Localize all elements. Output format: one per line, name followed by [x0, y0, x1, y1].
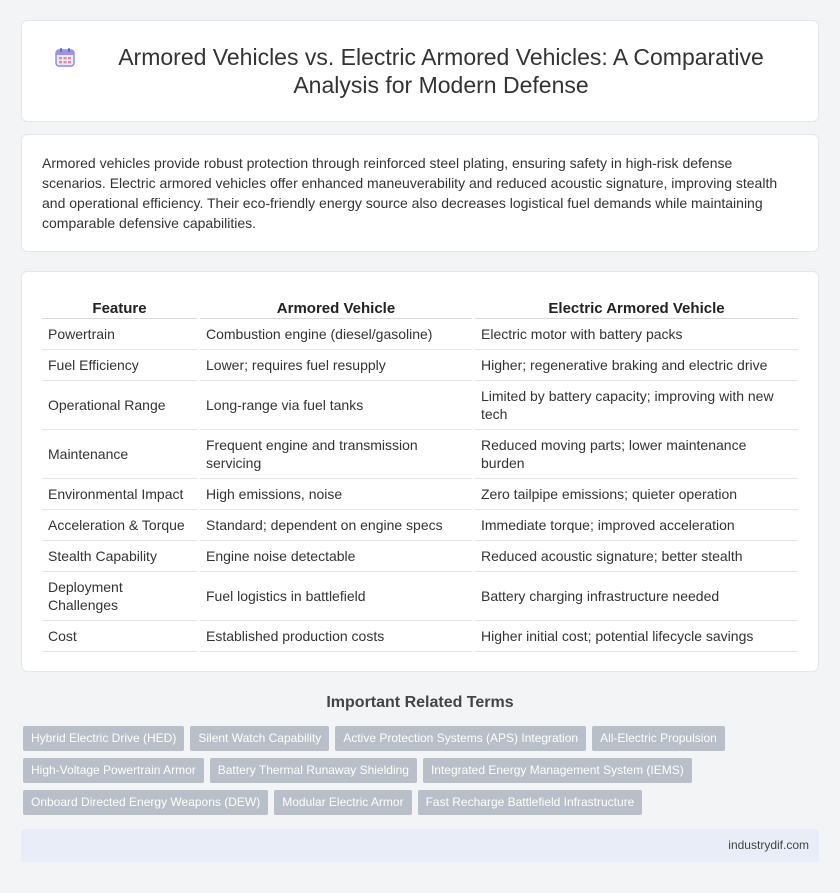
table-cell: Standard; dependent on engine specs: [200, 510, 472, 541]
table-cell: Established production costs: [200, 621, 472, 652]
table-cell: Deployment Challenges: [42, 572, 197, 621]
related-term-tag[interactable]: Hybrid Electric Drive (HED): [23, 726, 184, 751]
header-feature: Feature: [42, 294, 197, 319]
table-row: [42, 621, 798, 652]
table-row: [42, 541, 798, 572]
table-cell: Higher; regenerative braking and electric drive: [475, 350, 798, 381]
related-term-tag[interactable]: Modular Electric Armor: [274, 790, 411, 815]
table-cell: Immediate torque; improved acceleration: [475, 510, 798, 541]
header-armored-vehicle: Armored Vehicle: [200, 294, 472, 319]
table-cell: Acceleration & Torque: [42, 510, 197, 541]
summary-text: Armored vehicles provide robust protection through reinforced steel plating, ensuring safety in high-risk defense scenarios. Electric armored vehicles offer enhanced maneuverability and reduced acoustic signature, improving stealth and operational efficiency. Their eco-friendly energy source also decreases logistical fuel demands while maintaining comparable defensive capabilities.: [42, 155, 778, 231]
related-terms-title: Important Related Terms: [326, 694, 514, 711]
table-cell: Combustion engine (diesel/gasoline): [200, 319, 472, 350]
table-cell: Operational Range: [42, 381, 197, 430]
table-row: [42, 572, 798, 621]
table-cell: Higher initial cost; potential lifecycle savings: [475, 621, 798, 652]
related-terms-list: [23, 726, 823, 822]
comparison-card: [21, 271, 819, 672]
related-term-tag[interactable]: High-Voltage Powertrain Armor: [23, 758, 204, 783]
footer-site-link[interactable]: industrydif.com: [728, 838, 809, 852]
header-electric-armored-vehicle: Electric Armored Vehicle: [475, 294, 798, 319]
related-term-tag[interactable]: Battery Thermal Runaway Shielding: [210, 758, 417, 783]
related-term-tag[interactable]: Fast Recharge Battlefield Infrastructure: [418, 790, 643, 815]
table-cell: Powertrain: [42, 319, 197, 350]
table-cell: Stealth Capability: [42, 541, 197, 572]
page-title: Armored Vehicles vs. Electric Armored Vehicles: A Comparative Analysis for Modern Defense: [118, 44, 764, 98]
table-cell: Lower; requires fuel resupply: [200, 350, 472, 381]
title-card: [21, 20, 819, 122]
comparison-table: [39, 294, 801, 652]
table-row: [42, 381, 798, 430]
calendar-icon: [54, 46, 76, 68]
table-cell: Fuel logistics in battlefield: [200, 572, 472, 621]
related-term-tag[interactable]: Active Protection Systems (APS) Integration: [335, 726, 586, 751]
table-cell: Environmental Impact: [42, 479, 197, 510]
table-cell: Zero tailpipe emissions; quieter operation: [475, 479, 798, 510]
table-cell: Electric motor with battery packs: [475, 319, 798, 350]
table-cell: Frequent engine and transmission servicing: [200, 430, 472, 479]
table-row: [42, 430, 798, 479]
table-cell: Fuel Efficiency: [42, 350, 197, 381]
related-term-tag[interactable]: All-Electric Propulsion: [592, 726, 725, 751]
summary-card: [21, 134, 819, 252]
table-cell: Long-range via fuel tanks: [200, 381, 472, 430]
table-cell: Maintenance: [42, 430, 197, 479]
table-row: [42, 510, 798, 541]
table-row: [42, 350, 798, 381]
table-cell: Cost: [42, 621, 197, 652]
table-cell: Reduced acoustic signature; better stealth: [475, 541, 798, 572]
related-term-tag[interactable]: Silent Watch Capability: [190, 726, 329, 751]
footer: [21, 829, 819, 862]
table-row: [42, 479, 798, 510]
related-term-tag[interactable]: Onboard Directed Energy Weapons (DEW): [23, 790, 268, 815]
related-term-tag[interactable]: Integrated Energy Management System (IEMS): [423, 758, 692, 783]
table-cell: Battery charging infrastructure needed: [475, 572, 798, 621]
table-cell: Limited by battery capacity; improving with new tech: [475, 381, 798, 430]
table-cell: Engine noise detectable: [200, 541, 472, 572]
table-cell: Reduced moving parts; lower maintenance burden: [475, 430, 798, 479]
table-row: [42, 319, 798, 350]
table-cell: High emissions, noise: [200, 479, 472, 510]
